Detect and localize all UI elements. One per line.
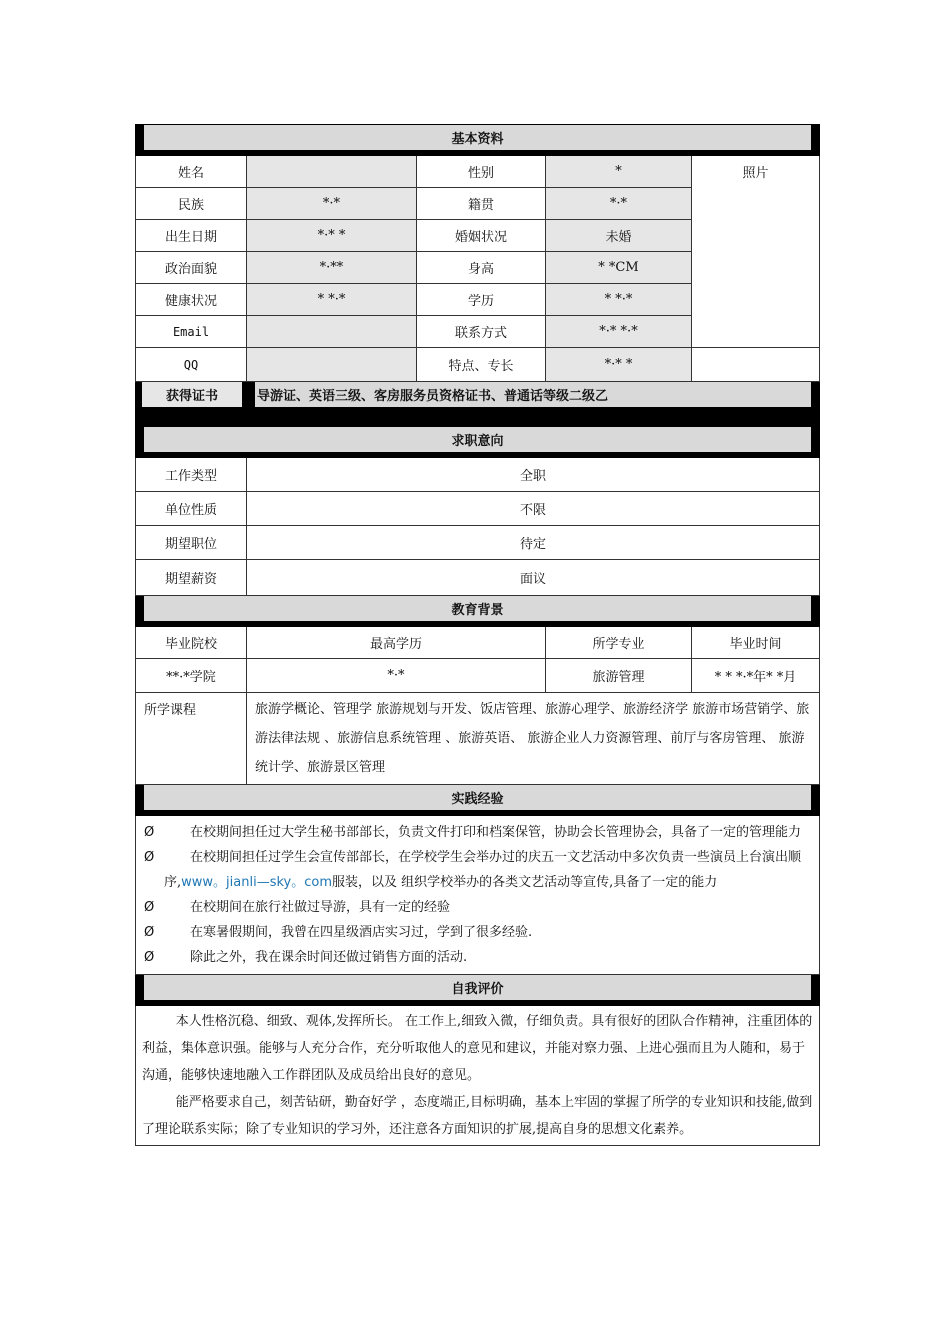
health-label: 健康状况 (136, 284, 247, 316)
qq-row-empty (692, 348, 820, 382)
edu-courses-row (136, 693, 820, 785)
skills-label: 特点、专长 (417, 348, 546, 382)
name-value (247, 156, 417, 188)
edu-header-major: 所学专业 (546, 627, 692, 659)
self-eval-paragraph-1: 本人性格沉稳、细致、观体,发挥所长。 在工作上,细致入微，仔细负责。具有很好的团队合作精神，注重团体的利益，集体意识强。能够与人充分合作，充分听取他人的意见和建议，并能对察力强、上进心强而且为人随和，易于沟通，能够快速地融入工作群团队及成员给出良好的意见。 (142, 1014, 813, 1083)
photo-placeholder: 照片 (692, 156, 820, 348)
practice-item-text: 在寒暑假期间，我曾在四星级酒店实习过，学到了很多经验. (190, 925, 533, 940)
edu-school: **·*学院 (136, 659, 247, 693)
practice-item (144, 945, 811, 970)
self-eval (136, 1006, 820, 1146)
bullet-icon: Ø (144, 950, 155, 965)
native-value: *·* (546, 188, 692, 220)
edu-major: 旅游管理 (546, 659, 692, 693)
job-type-value: 全职 (247, 458, 820, 492)
name-label: 姓名 (136, 156, 247, 188)
row-position (136, 526, 820, 560)
birth-value: *·* * (247, 220, 417, 252)
row-unit (136, 492, 820, 526)
self-row (136, 1006, 820, 1146)
certificates-value-cell (247, 382, 820, 427)
section-self (136, 975, 820, 1006)
political-value: *·** (247, 252, 417, 284)
degree-value: * *·* (546, 284, 692, 316)
row-salary (136, 560, 820, 596)
edu-degree: *·* (247, 659, 546, 693)
row-certificates (136, 382, 820, 427)
position-value: 待定 (247, 526, 820, 560)
unit-value: 不限 (247, 492, 820, 526)
practice-item (144, 845, 811, 895)
salary-value: 面议 (247, 560, 820, 596)
practice-item-text (164, 845, 811, 895)
height-value: * *CM (546, 252, 692, 284)
practice-row (136, 816, 820, 975)
gender-label: 性别 (417, 156, 546, 188)
practice-item (144, 820, 811, 845)
section-title-self: 自我评价 (144, 975, 811, 1000)
section-basic (136, 125, 820, 156)
row-name (136, 156, 820, 188)
email-value (247, 316, 417, 348)
email-label: Email (136, 316, 247, 348)
section-practice (136, 785, 820, 816)
qq-value (247, 348, 417, 382)
courses-value: 旅游学概论、管理学 旅游规划与开发、饭店管理、旅游心理学、旅游经济学 旅游市场营销学、旅游法律法规 、旅游信息系统管理 、旅游英语、 旅游企业人力资源管理、前厅与客房管理、 旅游统计学、旅游景区管理 (247, 693, 820, 785)
job-type-label: 工作类型 (136, 458, 247, 492)
practice-item-text-after: 服装，以及 组织学校举办的各类文艺活动等宣传,具备了一定的能力 (332, 875, 718, 890)
contact-value: *·* *·* (546, 316, 692, 348)
qq-label: QQ (136, 348, 247, 382)
practice-item-text: 除此之外，我在课余时间还做过销售方面的活动. (190, 950, 468, 965)
ethnicity-value: *·* (247, 188, 417, 220)
native-label: 籍贯 (417, 188, 546, 220)
salary-label: 期望薪资 (136, 560, 247, 596)
practice-item (144, 920, 811, 945)
self-eval-paragraph-2: 能严格要求自己，刻苦钻研，勤奋好学 ，态度端正,目标明确，基本上牢固的掌握了所学的专业知识和技能,做到了理论联系实际；除了专业知识的学习外，还注意各方面知识的扩展,提高自身的思想文化素养。 (142, 1095, 813, 1137)
section-edu (136, 596, 820, 627)
certificates-label: 获得证书 (142, 382, 242, 407)
section-title-practice: 实践经验 (144, 785, 811, 810)
row-job-type (136, 458, 820, 492)
bullet-icon: Ø (144, 925, 155, 940)
practice-item-text: 在校期间在旅行社做过导游，具有一定的经验 (190, 900, 451, 915)
section-title-basic: 基本资料 (144, 125, 811, 150)
marital-label: 婚姻状况 (417, 220, 546, 252)
edu-data-row (136, 659, 820, 693)
practice-item-text-before: 在校期间担任过学生会宣传部部长，在学校学生会举办过的庆五一文艺活动中多次负责一些演员上台演出顺序, (164, 850, 802, 890)
practice-item (144, 895, 811, 920)
practice-item-text: 在校期间担任过大学生秘书部部长，负责文件打印和档案保管，协助会长管理协会，具备了一定的管理能力 (190, 825, 802, 840)
birth-label: 出生日期 (136, 220, 247, 252)
degree-label: 学历 (417, 284, 546, 316)
position-label: 期望职位 (136, 526, 247, 560)
section-title-edu: 教育背景 (144, 596, 811, 621)
practice-link[interactable]: www。jianli—sky。com (181, 875, 332, 890)
courses-label: 所学课程 (136, 693, 247, 785)
edu-header-degree: 最高学历 (247, 627, 546, 659)
ethnicity-label: 民族 (136, 188, 247, 220)
certificates-label-cell (136, 382, 247, 427)
bullet-icon: Ø (144, 825, 155, 840)
unit-label: 单位性质 (136, 492, 247, 526)
contact-label: 联系方式 (417, 316, 546, 348)
practice-list (136, 816, 820, 975)
resume-document (135, 124, 819, 1146)
edu-header-row (136, 627, 820, 659)
section-job (136, 427, 820, 458)
health-value: * *·* (247, 284, 417, 316)
certificates-value: 导游证、英语三级、客房服务员资格证书、普通话等级二级乙 (255, 382, 811, 407)
political-label: 政治面貌 (136, 252, 247, 284)
height-label: 身高 (417, 252, 546, 284)
resume-table (135, 124, 820, 1146)
row-qq (136, 348, 820, 382)
edu-header-school: 毕业院校 (136, 627, 247, 659)
section-title-job: 求职意向 (144, 427, 811, 452)
skills-value: *·* * (546, 348, 692, 382)
edu-time: * * *·*年* *月 (692, 659, 820, 693)
bullet-icon: Ø (144, 900, 155, 915)
gender-value: * (546, 156, 692, 188)
edu-header-time: 毕业时间 (692, 627, 820, 659)
bullet-icon: Ø (144, 850, 155, 865)
marital-value: 未婚 (546, 220, 692, 252)
